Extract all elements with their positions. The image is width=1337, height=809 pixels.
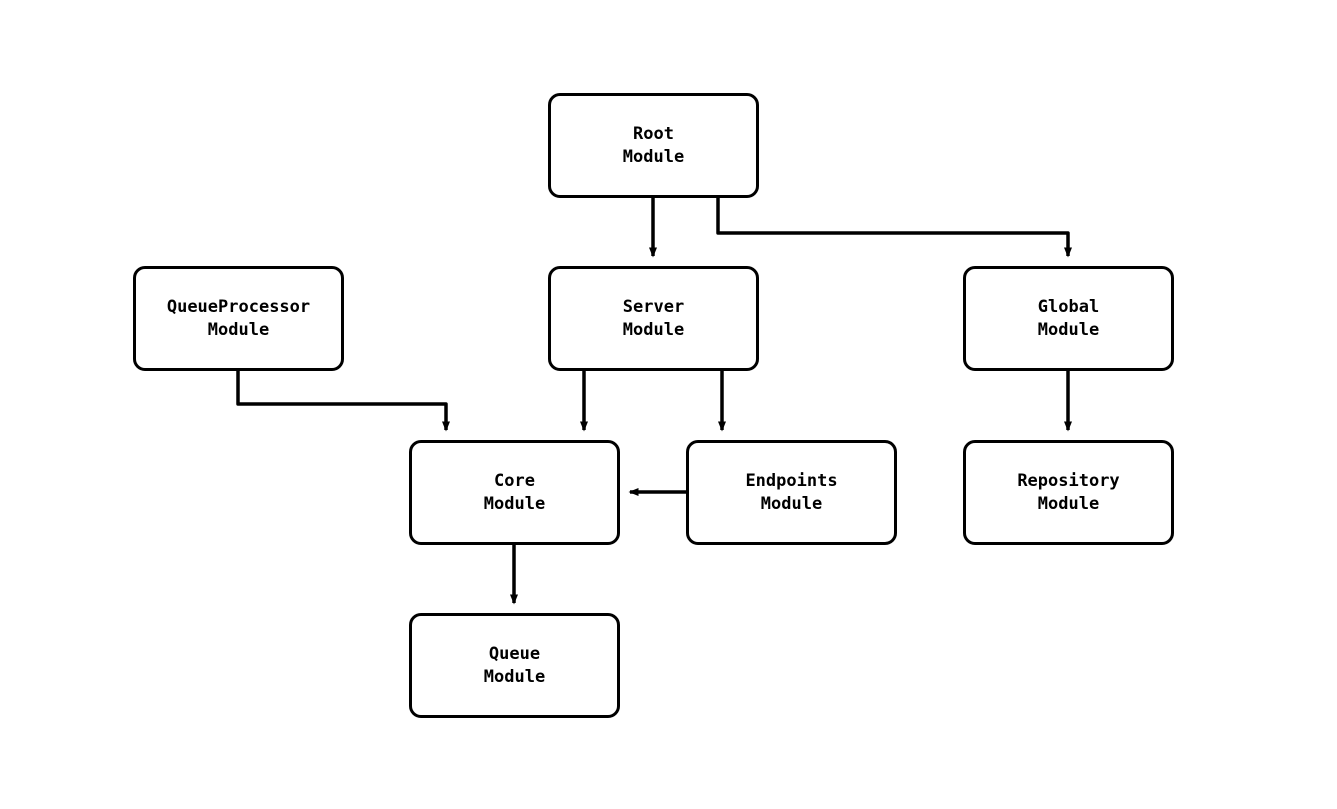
node-label-line1: Global: [1037, 296, 1100, 317]
node-core-module[interactable]: [409, 440, 620, 545]
node-label-line1: Queue: [488, 643, 541, 664]
node-queue-module[interactable]: [409, 613, 620, 718]
node-label-line2: Module: [760, 493, 823, 514]
node-label-line1: Server: [622, 296, 685, 317]
node-label-line1: Core: [494, 470, 535, 491]
node-label-line2: Module: [1037, 319, 1100, 340]
node-endpoints-module[interactable]: [686, 440, 897, 545]
edge-queueprocessor-core: [238, 371, 446, 430]
node-label-line1: Repository: [1017, 470, 1120, 491]
node-label-line1: Endpoints: [745, 470, 838, 491]
node-label-line1: Root: [633, 123, 674, 144]
edge-root-global: [718, 198, 1068, 256]
node-label-line2: Module: [622, 146, 685, 167]
node-server-module[interactable]: [548, 266, 759, 371]
node-label-line2: Module: [207, 319, 270, 340]
node-repository-module[interactable]: [963, 440, 1174, 545]
node-label-line1: QueueProcessor: [166, 296, 311, 317]
node-label-line2: Module: [483, 493, 546, 514]
node-queueprocessor-module[interactable]: [133, 266, 344, 371]
node-label-line2: Module: [622, 319, 685, 340]
node-label-line2: Module: [1037, 493, 1100, 514]
node-root-module[interactable]: [548, 93, 759, 198]
node-global-module[interactable]: [963, 266, 1174, 371]
node-label-line2: Module: [483, 666, 546, 687]
